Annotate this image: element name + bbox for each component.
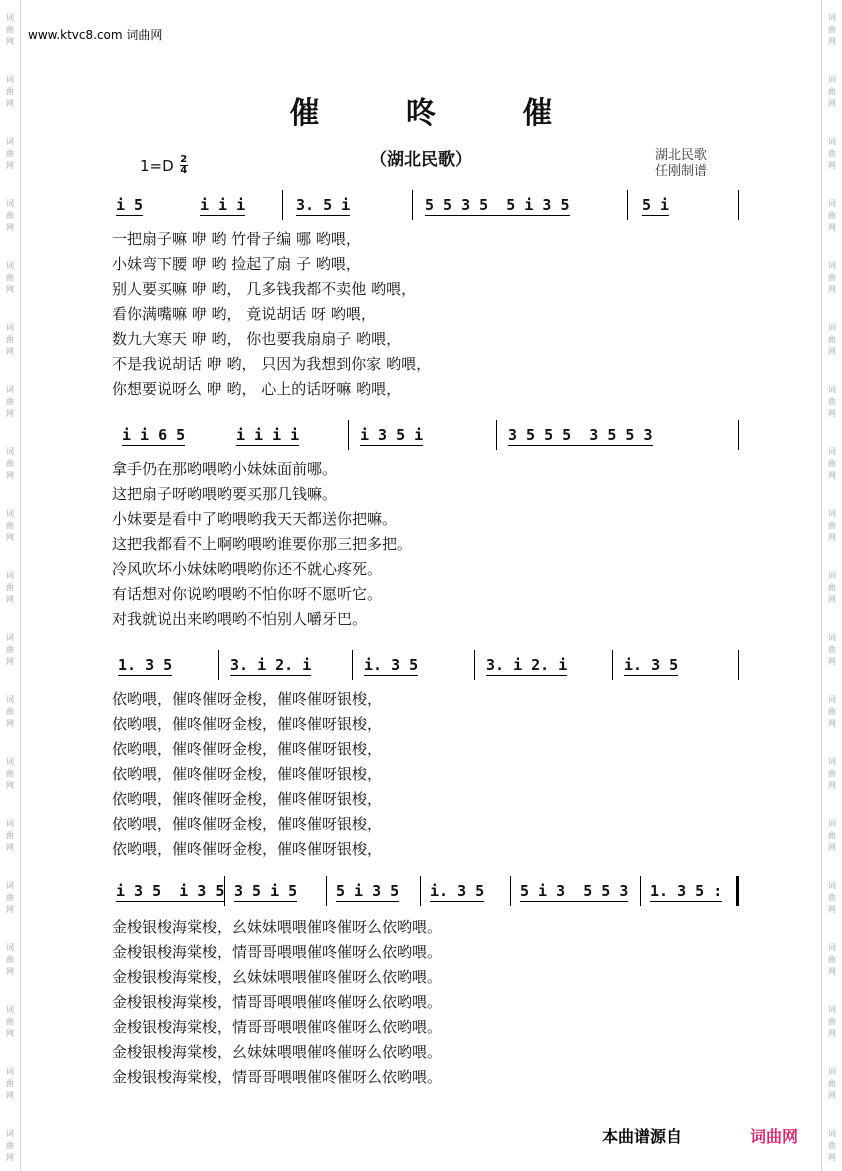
watermark-char: 词	[828, 385, 836, 394]
watermark-char: 曲	[6, 397, 14, 406]
lyric-line: 金梭银梭海棠梭，情哥哥喂喂催咚催呀么依哟喂。	[112, 943, 443, 961]
watermark-char: 网	[828, 471, 836, 480]
watermark-group	[6, 818, 14, 854]
watermark-char: 词	[6, 1129, 14, 1138]
lyric-line: 不是我说胡话 咿 哟， 只因为我想到你家 哟喂，	[112, 355, 432, 373]
watermark-char: 网	[828, 161, 836, 170]
watermark-char: 网	[828, 533, 836, 542]
watermark-char: 曲	[6, 459, 14, 468]
watermark-char: 曲	[828, 273, 836, 282]
notation-measure: 3. 5 i	[296, 196, 351, 214]
watermark-group	[828, 1004, 836, 1040]
footer-source-label: 本曲谱源自	[602, 1127, 683, 1146]
watermark-group	[828, 694, 836, 730]
notation-measure: i i i i	[236, 426, 300, 444]
watermark-char: 曲	[6, 583, 14, 592]
notation-measure: 1. 3 5 :	[650, 882, 723, 900]
watermark-char: 词	[828, 13, 836, 22]
watermark-char: 网	[828, 719, 836, 728]
watermark-char: 词	[6, 571, 14, 580]
lyric-line: 依哟喂，催咚催呀金梭，催咚催呀银梭，	[112, 815, 383, 833]
watermark-char: 曲	[828, 149, 836, 158]
watermark-char: 曲	[6, 955, 14, 964]
watermark-char: 网	[828, 657, 836, 666]
watermark-char: 网	[6, 1091, 14, 1100]
watermark-char: 词	[828, 571, 836, 580]
score-system-4	[112, 876, 742, 1091]
watermark-char: 曲	[6, 893, 14, 902]
watermark-char: 网	[6, 409, 14, 418]
lyric-line: 金梭银梭海棠梭，情哥哥喂喂催咚催呀么依哟喂。	[112, 1068, 443, 1086]
watermark-char: 网	[6, 37, 14, 46]
watermark-char: 网	[6, 471, 14, 480]
watermark-char: 词	[6, 509, 14, 518]
watermark-char: 曲	[828, 335, 836, 344]
watermark-char: 词	[828, 447, 836, 456]
watermark-char: 曲	[828, 459, 836, 468]
notation-measure: 5 5 3 5 5 i 3 5	[425, 196, 570, 214]
lyric-line: 冷风吹坏小妹妹哟喂哟你还不就心疼死。	[112, 560, 383, 578]
watermark-group	[6, 694, 14, 730]
notation-measure: i i 6 5	[122, 426, 186, 444]
watermark-char: 网	[828, 781, 836, 790]
credit-arranger: 任刚制谱	[655, 164, 708, 179]
watermark-char: 曲	[828, 211, 836, 220]
notation-measure: 3 5 i 5	[234, 882, 298, 900]
watermark-char: 网	[6, 657, 14, 666]
watermark-group	[828, 508, 836, 544]
watermark-char: 曲	[6, 769, 14, 778]
song-subtitle: （湖北民歌）	[370, 150, 472, 170]
notation-measure: 3 5 5 5 3 5 5 3	[508, 426, 653, 444]
watermark-char: 词	[828, 1005, 836, 1014]
watermark-char: 曲	[828, 87, 836, 96]
lyric-line: 金梭银梭海棠梭，幺妹妹喂喂催咚催呀么依哟喂。	[112, 968, 443, 986]
lyric-line: 你想要说呀么 咿 哟， 心上的话呀嘛 哟喂，	[112, 380, 402, 398]
watermark-char: 词	[6, 75, 14, 84]
watermark-char: 网	[6, 161, 14, 170]
watermark-char: 曲	[828, 707, 836, 716]
lyric-line: 一把扇子嘛 咿 哟 竹骨子编 哪 哟喂，	[112, 230, 361, 248]
watermark-char: 曲	[828, 1017, 836, 1026]
song-title: 催 咚 催	[289, 96, 591, 131]
watermark-char: 网	[828, 37, 836, 46]
watermark-group	[6, 632, 14, 668]
footer-brand-link[interactable]: 词曲网	[750, 1127, 799, 1146]
watermark-group	[828, 756, 836, 792]
watermark-char: 曲	[6, 273, 14, 282]
watermark-char: 词	[828, 943, 836, 952]
lyric-line: 对我就说出来哟喂哟不怕别人嚼牙巴。	[112, 610, 368, 628]
watermark-char: 词	[6, 881, 14, 890]
notation-row	[112, 876, 742, 906]
lyric-line: 依哟喂，催咚催呀金梭，催咚催呀银梭，	[112, 690, 383, 708]
lyric-line: 依哟喂，催咚催呀金梭，催咚催呀银梭，	[112, 790, 383, 808]
watermark-char: 曲	[6, 1017, 14, 1026]
watermark-char: 曲	[828, 769, 836, 778]
watermark-char: 词	[6, 261, 14, 270]
watermark-char: 网	[6, 781, 14, 790]
credit-origin: 湖北民歌	[655, 148, 708, 163]
watermark-char: 曲	[828, 831, 836, 840]
watermark-char: 词	[828, 695, 836, 704]
watermark-char: 曲	[6, 149, 14, 158]
watermark-char: 网	[6, 905, 14, 914]
watermark-char: 词	[6, 199, 14, 208]
watermark-char: 曲	[6, 645, 14, 654]
watermark-char: 词	[828, 757, 836, 766]
watermark-char: 网	[6, 533, 14, 542]
watermark-char: 网	[6, 843, 14, 852]
watermark-group	[6, 1128, 14, 1164]
watermark-char: 词	[828, 881, 836, 890]
watermark-column-right	[821, 0, 842, 1171]
watermark-group	[828, 942, 836, 978]
watermark-char: 曲	[828, 893, 836, 902]
watermark-char: 曲	[6, 831, 14, 840]
watermark-group	[828, 1128, 836, 1164]
notation-measure: i 3 5 i 3 5	[116, 882, 225, 900]
watermark-char: 曲	[828, 583, 836, 592]
watermark-char: 网	[6, 99, 14, 108]
watermark-char: 网	[828, 967, 836, 976]
watermark-char: 词	[828, 1129, 836, 1138]
watermark-group	[6, 880, 14, 916]
watermark-group	[6, 756, 14, 792]
watermark-char: 词	[6, 385, 14, 394]
watermark-char: 网	[828, 905, 836, 914]
watermark-char: 曲	[6, 521, 14, 530]
watermark-group	[6, 12, 14, 48]
key-label: 1=D	[140, 156, 174, 175]
watermark-group	[6, 198, 14, 234]
score-system-1	[112, 190, 742, 403]
watermark-group	[6, 446, 14, 482]
watermark-char: 词	[828, 137, 836, 146]
watermark-char: 网	[6, 967, 14, 976]
score-system-3	[112, 650, 742, 863]
watermark-char: 曲	[828, 1079, 836, 1088]
watermark-char: 网	[828, 223, 836, 232]
watermark-char: 词	[6, 1005, 14, 1014]
watermark-group	[828, 260, 836, 296]
lyric-line: 依哟喂，催咚催呀金梭，催咚催呀银梭，	[112, 840, 383, 858]
watermark-char: 网	[828, 285, 836, 294]
watermark-char: 词	[6, 137, 14, 146]
watermark-char: 曲	[6, 335, 14, 344]
watermark-char: 网	[6, 285, 14, 294]
watermark-char: 词	[6, 757, 14, 766]
watermark-char: 网	[828, 1091, 836, 1100]
watermark-group	[828, 198, 836, 234]
watermark-char: 网	[828, 347, 836, 356]
time-sig-top: 2	[180, 154, 188, 165]
watermark-char: 曲	[6, 211, 14, 220]
watermark-char: 网	[828, 595, 836, 604]
key-signature	[140, 155, 188, 176]
watermark-group	[6, 1004, 14, 1040]
watermark-group	[828, 570, 836, 606]
watermark-char: 网	[6, 223, 14, 232]
score-system-2	[112, 420, 742, 633]
lyric-line: 有话想对你说哟喂哟不怕你呀不愿听它。	[112, 585, 383, 603]
notation-measure: i. 3 5	[624, 656, 679, 674]
watermark-char: 词	[828, 323, 836, 332]
lyric-line: 金梭银梭海棠梭，幺妹妹喂喂催咚催呀么依哟喂。	[112, 918, 443, 936]
watermark-char: 曲	[828, 955, 836, 964]
lyric-line: 看你满嘴嘛 咿 哟， 竟说胡话 呀 哟喂，	[112, 305, 376, 323]
lyric-line: 数九大寒天 咿 哟， 你也要我扇扇子 哟喂，	[112, 330, 402, 348]
watermark-group	[828, 880, 836, 916]
watermark-char: 网	[6, 1029, 14, 1038]
watermark-group	[6, 1066, 14, 1102]
watermark-group	[828, 384, 836, 420]
lyric-line: 金梭银梭海棠梭，幺妹妹喂喂催咚催呀么依哟喂。	[112, 1043, 443, 1061]
watermark-char: 曲	[828, 645, 836, 654]
notation-measure: i. 3 5	[430, 882, 485, 900]
lyric-line: 依哟喂，催咚催呀金梭，催咚催呀银梭，	[112, 715, 383, 733]
watermark-char: 网	[828, 99, 836, 108]
notation-row	[112, 190, 742, 220]
notation-measure: i. 3 5	[364, 656, 419, 674]
lyric-line: 依哟喂，催咚催呀金梭，催咚催呀银梭，	[112, 765, 383, 783]
lyric-line: 别人要买嘛 咿 哟， 几多钱我都不卖他 哟喂，	[112, 280, 417, 298]
watermark-column-left	[0, 0, 21, 1171]
watermark-group	[6, 570, 14, 606]
watermark-char: 词	[828, 509, 836, 518]
watermark-group	[828, 818, 836, 854]
lyric-line: 依哟喂，催咚催呀金梭，催咚催呀银梭，	[112, 740, 383, 758]
watermark-group	[6, 508, 14, 544]
lyric-line: 拿手仍在那哟喂哟小妹妹面前哪。	[112, 460, 338, 478]
watermark-char: 词	[6, 695, 14, 704]
watermark-char: 词	[6, 943, 14, 952]
lyric-line: 金梭银梭海棠梭，情哥哥喂喂催咚催呀么依哟喂。	[112, 1018, 443, 1036]
watermark-char: 曲	[6, 87, 14, 96]
notation-measure: i 3 5 i	[360, 426, 424, 444]
watermark-char: 词	[828, 633, 836, 642]
notation-measure: i i i	[200, 196, 246, 214]
watermark-char: 网	[828, 409, 836, 418]
watermark-char: 网	[6, 347, 14, 356]
watermark-char: 网	[6, 1153, 14, 1162]
watermark-group	[828, 322, 836, 358]
watermark-group	[6, 260, 14, 296]
watermark-char: 网	[6, 595, 14, 604]
notation-measure: 5 i 3 5	[336, 882, 400, 900]
watermark-char: 词	[828, 1067, 836, 1076]
notation-row	[112, 420, 742, 450]
watermark-char: 曲	[6, 1079, 14, 1088]
notation-measure: 3. i 2. i	[486, 656, 568, 674]
watermark-group	[828, 1066, 836, 1102]
watermark-char: 曲	[6, 1141, 14, 1150]
notation-row	[112, 650, 742, 680]
notation-measure: 5 i	[642, 196, 670, 214]
lyric-line: 这把我都看不上啊哟喂哟谁要你那三把多把。	[112, 535, 413, 553]
notation-measure: 5 i 3 5 5 3	[520, 882, 629, 900]
watermark-char: 词	[6, 13, 14, 22]
time-signature	[180, 155, 188, 176]
watermark-group	[6, 384, 14, 420]
time-sig-bottom: 4	[180, 165, 188, 176]
credits	[655, 148, 707, 180]
lyric-line: 小妹弯下腰 咿 哟 捡起了扇 子 哟喂，	[112, 255, 361, 273]
watermark-char: 网	[828, 843, 836, 852]
watermark-char: 网	[6, 719, 14, 728]
watermark-char: 曲	[828, 397, 836, 406]
watermark-char: 网	[828, 1153, 836, 1162]
watermark-char: 曲	[828, 1141, 836, 1150]
watermark-char: 词	[828, 199, 836, 208]
watermark-group	[6, 942, 14, 978]
watermark-group	[828, 12, 836, 48]
watermark-char: 词	[6, 633, 14, 642]
lyric-line: 这把扇子呀哟喂哟要买那几钱嘛。	[112, 485, 338, 503]
notation-measure: 3. i 2. i	[230, 656, 312, 674]
watermark-char: 曲	[6, 707, 14, 716]
watermark-char: 网	[828, 1029, 836, 1038]
notation-measure: 1. 3 5	[118, 656, 173, 674]
watermark-char: 曲	[828, 521, 836, 530]
site-header: www.ktvc8.com 词曲网	[28, 28, 163, 42]
watermark-char: 词	[6, 323, 14, 332]
lyric-line: 金梭银梭海棠梭，情哥哥喂喂催咚催呀么依哟喂。	[112, 993, 443, 1011]
watermark-group	[828, 632, 836, 668]
watermark-char: 曲	[828, 25, 836, 34]
watermark-char: 词	[828, 819, 836, 828]
watermark-group	[6, 322, 14, 358]
watermark-group	[828, 446, 836, 482]
lyric-line: 小妹要是看中了哟喂哟我天天都送你把嘛。	[112, 510, 398, 528]
watermark-char: 词	[6, 1067, 14, 1076]
watermark-char: 词	[6, 819, 14, 828]
watermark-char: 词	[828, 261, 836, 270]
watermark-char: 词	[6, 447, 14, 456]
watermark-char: 曲	[6, 25, 14, 34]
watermark-char: 词	[828, 75, 836, 84]
notation-measure: i 5	[116, 196, 144, 214]
